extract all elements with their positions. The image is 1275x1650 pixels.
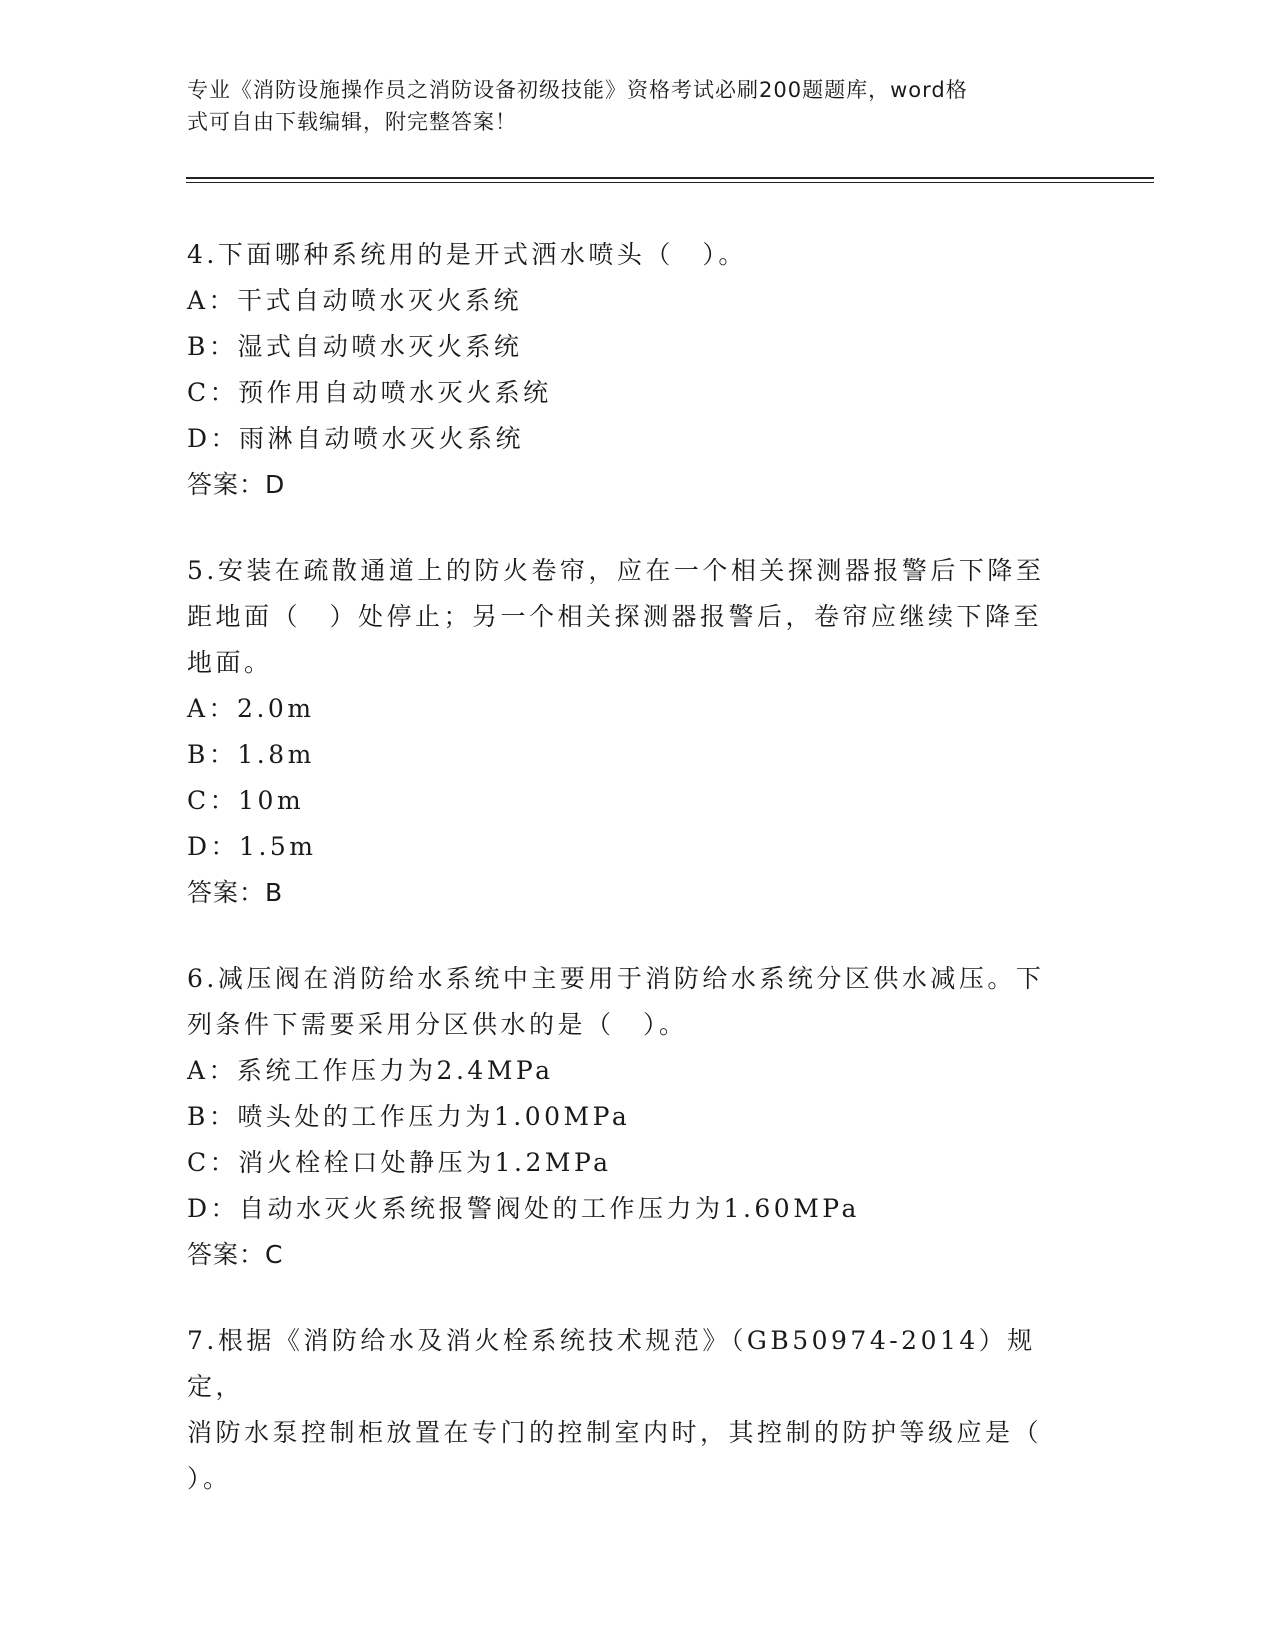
- question-text: 地面。: [187, 648, 273, 677]
- header-line-1: 专业《消防设施操作员之消防设备初级技能》资格考试必刷200题题库，word格: [187, 78, 968, 102]
- answer: 答案：C: [187, 1240, 284, 1269]
- question-6: [187, 956, 1067, 1278]
- option-c: C：消火栓栓口处静压为1.2MPa: [187, 1148, 612, 1177]
- document-header: [187, 74, 1067, 138]
- question-text: ）。: [187, 1464, 232, 1493]
- question-text: 列条件下需要采用分区供水的是（ ）。: [187, 1010, 688, 1039]
- header-line-2: 式可自由下载编辑，附完整答案！: [187, 110, 517, 134]
- question-text: 7.根据《消防给水及消火栓系统技术规范》（GB50974-2014）规定，: [187, 1326, 1036, 1401]
- option-a: A：系统工作压力为2.4MPa: [187, 1056, 554, 1085]
- option-c: C：预作用自动喷水灭火系统: [187, 378, 552, 407]
- header-divider-thin: [186, 182, 1154, 183]
- question-7: [187, 1318, 1067, 1502]
- question-text: 4.下面哪种系统用的是开式洒水喷头（ ）。: [187, 240, 747, 269]
- answer: 答案：B: [187, 878, 284, 907]
- question-list: [187, 232, 1067, 1542]
- answer: 答案：D: [187, 470, 286, 499]
- question-5: [187, 548, 1067, 916]
- option-d: D：1.5m: [187, 832, 317, 861]
- option-c: C：10m: [187, 786, 305, 815]
- question-text: 距地面（ ）处停止；另一个相关探测器报警后，卷帘应继续下降至: [187, 602, 1043, 631]
- option-a: A：2.0m: [187, 694, 315, 723]
- option-b: B：喷头处的工作压力为1.00MPa: [187, 1102, 631, 1131]
- question-4: [187, 232, 1067, 508]
- question-text: 6.减压阀在消防给水系统中主要用于消防给水系统分区供水减压。下: [187, 964, 1045, 993]
- header-divider-thick: [186, 177, 1154, 179]
- option-a: A：干式自动喷水灭火系统: [187, 286, 523, 315]
- option-d: D：雨淋自动喷水灭火系统: [187, 424, 525, 453]
- option-d: D：自动水灭火系统报警阀处的工作压力为1.60MPa: [187, 1194, 860, 1223]
- option-b: B：湿式自动喷水灭火系统: [187, 332, 523, 361]
- question-text: 5.安装在疏散通道上的防火卷帘，应在一个相关探测器报警后下降至: [187, 556, 1045, 585]
- option-b: B：1.8m: [187, 740, 315, 769]
- question-text: 消防水泵控制柜放置在专门的控制室内时，其控制的防护等级应是（: [187, 1418, 1043, 1447]
